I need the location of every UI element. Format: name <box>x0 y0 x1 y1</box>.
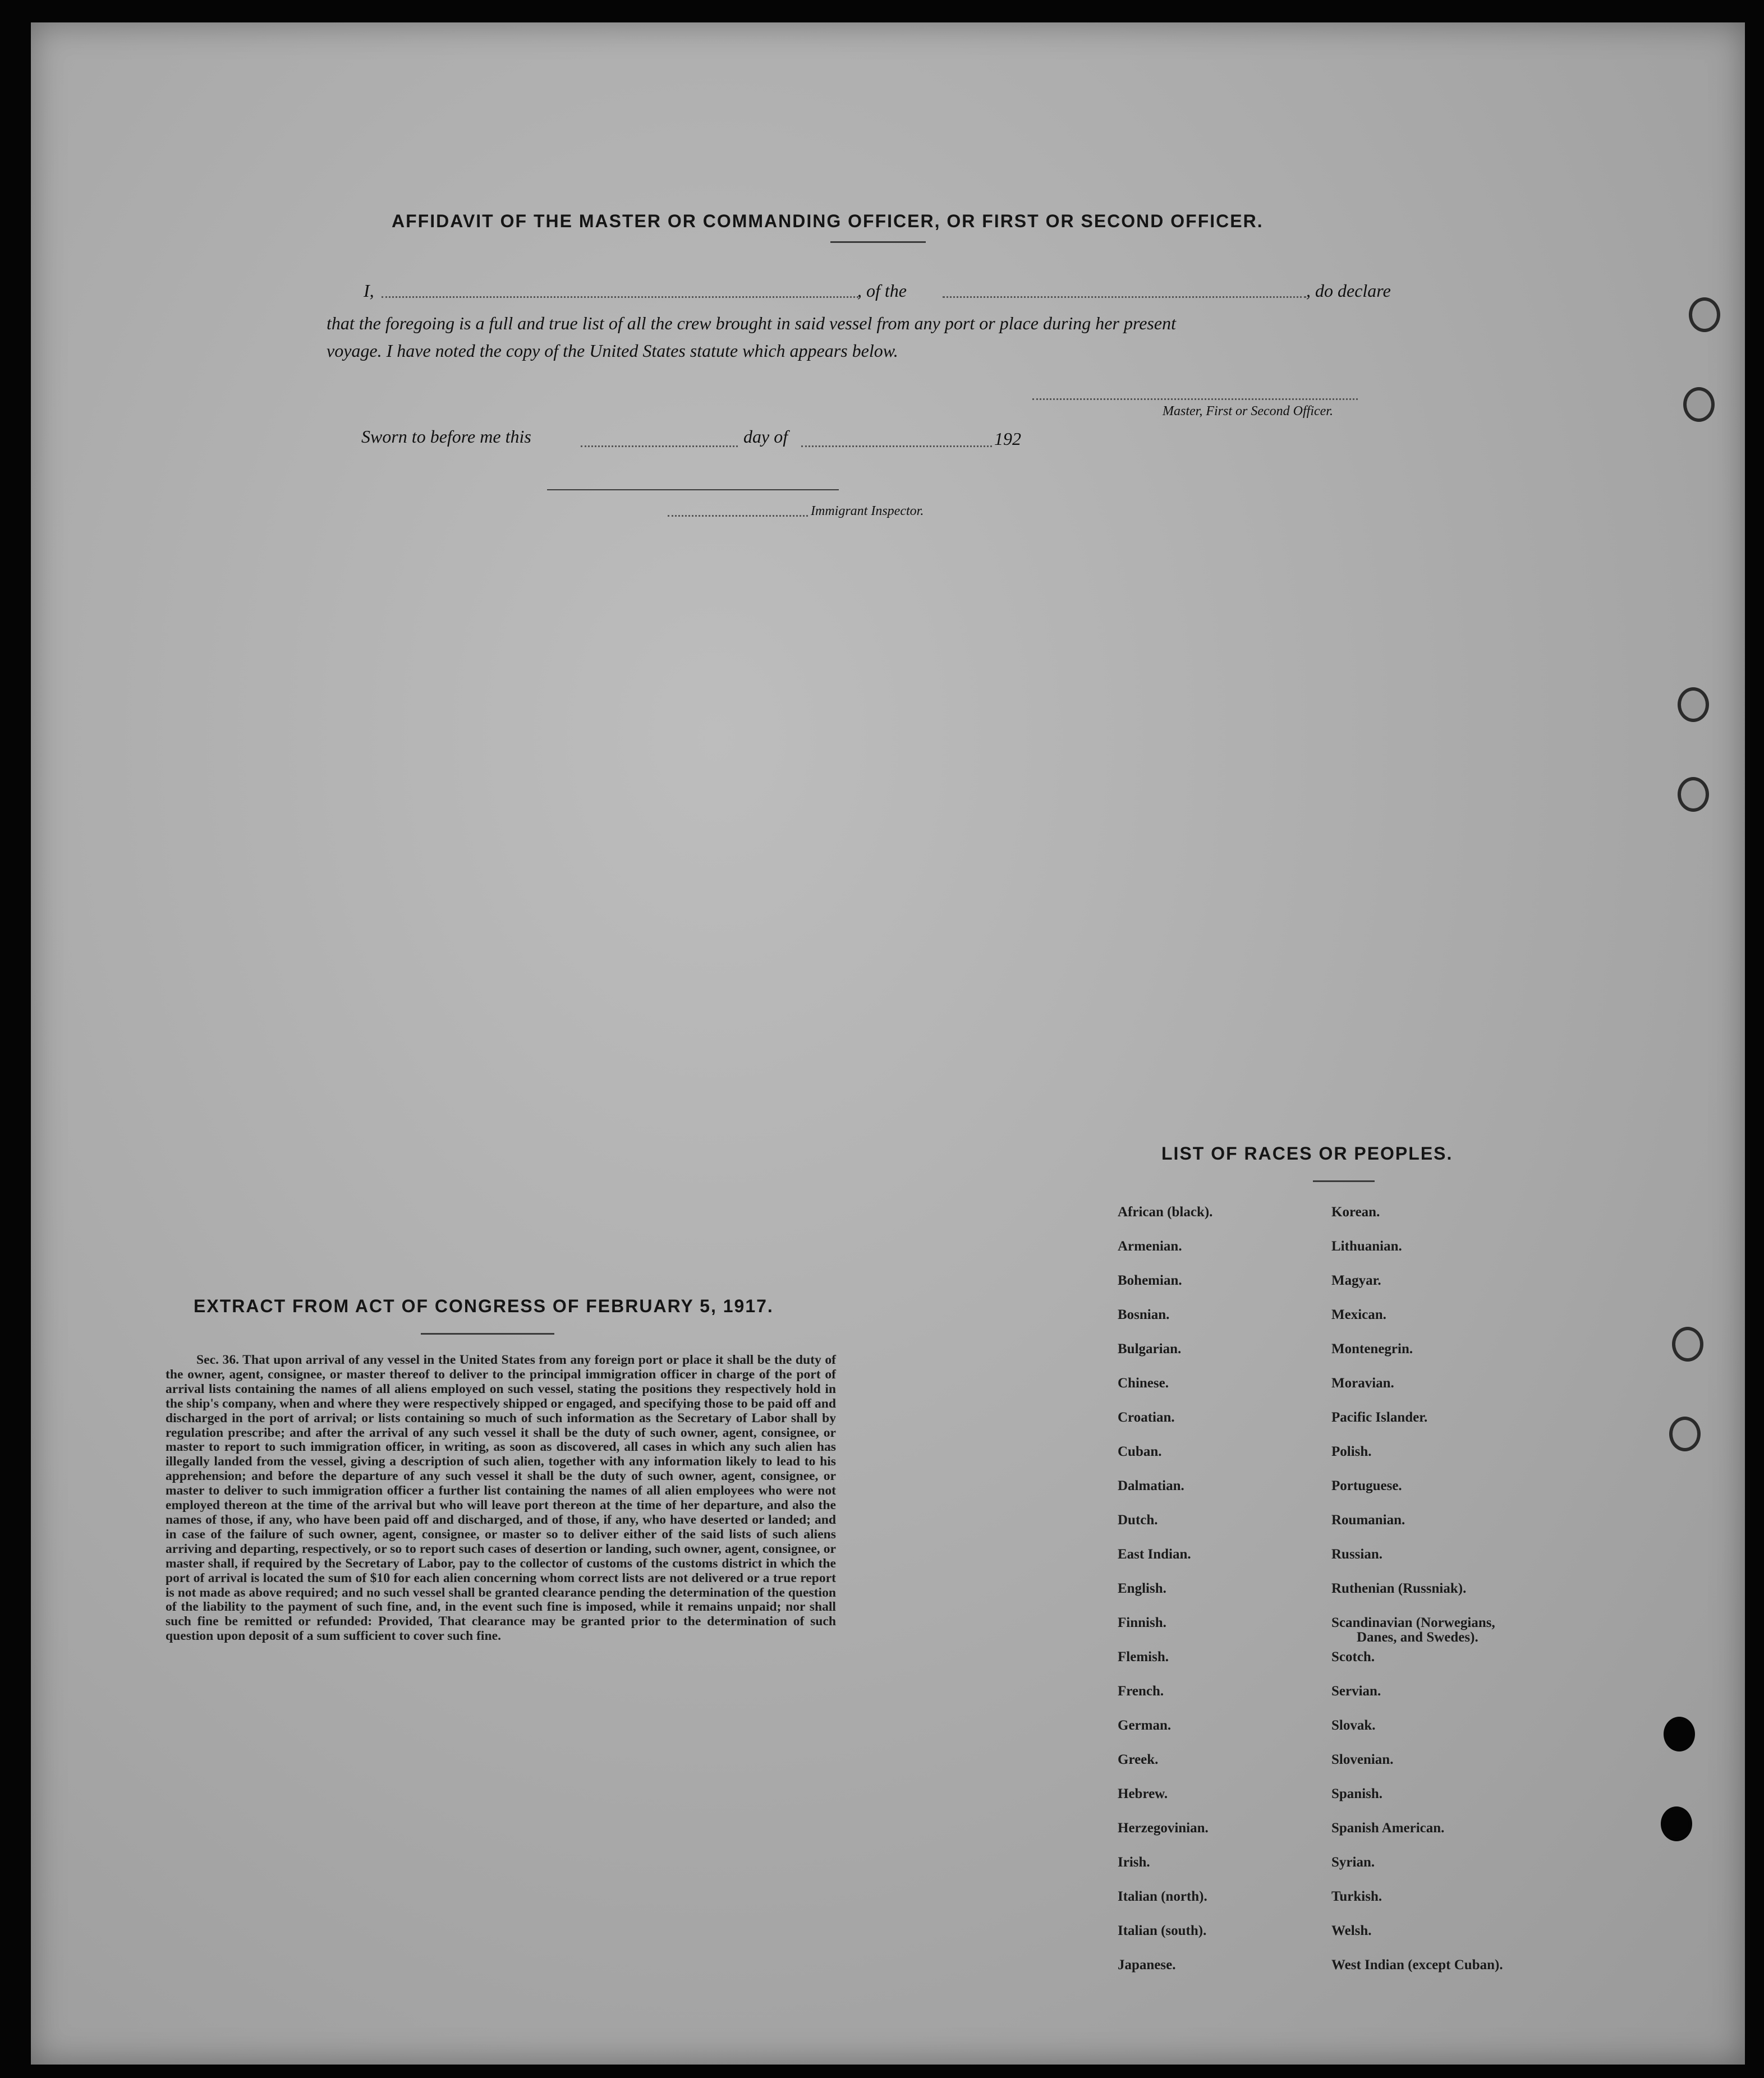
sworn-month-field[interactable] <box>801 445 992 447</box>
race-item: Scotch. <box>1331 1649 1375 1665</box>
race-item: English. <box>1118 1581 1166 1596</box>
race-item: Slovenian. <box>1331 1752 1394 1767</box>
inspector-name-field[interactable] <box>668 515 808 517</box>
race-item: East Indian. <box>1118 1547 1191 1562</box>
binder-hole <box>1689 297 1720 332</box>
race-item: Hebrew. <box>1118 1786 1168 1801</box>
race-item: Bulgarian. <box>1118 1341 1182 1357</box>
race-item: Welsh. <box>1331 1923 1372 1938</box>
race-item: Croatian. <box>1118 1410 1175 1425</box>
race-item-scandinavian-line2: Danes, and Swedes). <box>1357 1630 1478 1645</box>
binder-hole <box>1661 1806 1692 1841</box>
name-field[interactable] <box>382 296 858 298</box>
races-title-rule <box>1313 1180 1375 1182</box>
race-item: Chinese. <box>1118 1376 1169 1391</box>
binder-hole <box>1683 387 1715 422</box>
race-item: Ruthenian (Russniak). <box>1331 1581 1467 1596</box>
race-item: Syrian. <box>1331 1855 1375 1870</box>
binder-hole <box>1672 1327 1703 1362</box>
race-item: Pacific Islander. <box>1331 1410 1428 1425</box>
race-item: Scandinavian (Norwegians, <box>1331 1615 1495 1630</box>
binder-hole <box>1664 1717 1695 1751</box>
race-item: Roumanian. <box>1331 1512 1405 1528</box>
affidavit-do-declare-label: , do declare <box>1306 281 1391 301</box>
extract-body: Sec. 36. That upon arrival of any vessel in the United States from any foreign port or place it shall be the duty of the owner, agent, consignee, or master thereof to deliver to the principal immigration officer in charge of the port of arrival lists containing the names of all aliens employed on such vessel, stating the positions they respectively hold in the ship's company, when and where they were respectively shipped or engaged, and specifying those to be paid off and discharged in the port of arrival; or lists containing so much of such information as the Secretary of Labor shall by regulation prescribe; and after the arrival of any such vessel it shall be the duty of such owner, agent, consignee, or master to report to such immigration officer, in writing, as soon as discovered, all cases in which any such alien has illegally landed from the vessel, giving a description of such alien, together with any information likely to lead to his apprehension; and before the departure of any such vessel it shall be the duty of such owner, agent, consignee, or master to deliver to such immigration officer a further list containing the names of all alien employees who were not employed thereon at the time of the arrival but who will leave port thereon at the time of her departure, and also the names of those, if any, who have been paid off and discharged, and of those, if any, who have deserted or landed; and in case of the failure of such owner, agent, consignee, or master so to deliver either of the said lists of such aliens arriving and departing, respectively, or so to report such cases of desertion or landing, such owner, agent, consignee, or master shall, if required by the Secretary of Labor, pay to the collector of customs of the customs district in which the port of arrival is located the sum of $10 for each alien concerning whom correct lists are not delivered or a true report is not made as above required; and no such vessel shall be granted clearance pending the determination of the question of the liability to the payment of such fine, and, in the event such fine is imposed, while it remains unpaid; nor shall such fine be remitted or refunded: Provided, That clearance may be granted prior to the determination of such question upon deposit of a sum sufficient to cover such fine. <box>166 1353 836 1644</box>
race-item: Finnish. <box>1118 1615 1166 1630</box>
master-signature-field[interactable] <box>1032 398 1358 400</box>
binder-hole <box>1678 777 1709 812</box>
affidavit-i-label: I, <box>364 281 374 301</box>
inspector-signature-field[interactable] <box>547 489 839 490</box>
day-of-label: day of <box>743 426 788 447</box>
race-item: Greek. <box>1118 1752 1159 1767</box>
year-label: 192 <box>994 429 1021 449</box>
race-item: West Indian (except Cuban). <box>1331 1957 1503 1973</box>
binder-hole <box>1669 1417 1701 1451</box>
race-item: German. <box>1118 1718 1172 1733</box>
sworn-label: Sworn to before me this <box>361 426 531 447</box>
master-label: Master, First or Second Officer. <box>1163 404 1333 419</box>
race-item: Montenegrin. <box>1331 1341 1413 1357</box>
race-item: Cuban. <box>1118 1444 1162 1459</box>
race-item: Lithuanian. <box>1331 1239 1402 1254</box>
affidavit-body-line2: voyage. I have noted the copy of the United States statute which appears below. <box>327 341 898 361</box>
race-item: French. <box>1118 1684 1164 1699</box>
race-item: Servian. <box>1331 1684 1381 1699</box>
race-item: African (black). <box>1118 1204 1213 1220</box>
sworn-day-field[interactable] <box>581 445 738 447</box>
race-item: Bosnian. <box>1118 1307 1170 1322</box>
race-item: Herzegovinian. <box>1118 1820 1209 1836</box>
race-item: Magyar. <box>1331 1273 1381 1288</box>
race-item: Armenian. <box>1118 1239 1182 1254</box>
extract-title: EXTRACT FROM ACT OF CONGRESS OF FEBRUARY 5, 1917. <box>194 1296 774 1316</box>
extract-title-rule <box>421 1333 554 1335</box>
race-item: Italian (south). <box>1118 1923 1207 1938</box>
race-item: Russian. <box>1331 1547 1383 1562</box>
race-item: Turkish. <box>1331 1889 1382 1904</box>
race-item: Mexican. <box>1331 1307 1386 1322</box>
race-item: Polish. <box>1331 1444 1372 1459</box>
races-title: LIST OF RACES OR PEOPLES. <box>1161 1143 1453 1164</box>
inspector-label: Immigrant Inspector. <box>811 504 924 518</box>
affidavit-title: AFFIDAVIT OF THE MASTER OR COMMANDING OFFICER, OR FIRST OR SECOND OFFICER. <box>392 211 1264 231</box>
race-item: Italian (north). <box>1118 1889 1207 1904</box>
race-item: Dutch. <box>1118 1512 1158 1528</box>
vessel-field[interactable] <box>943 296 1306 298</box>
affidavit-body-line1: that the foregoing is a full and true list of all the crew brought in said vessel from any port or place during her present <box>327 313 1176 333</box>
race-item: Irish. <box>1118 1855 1150 1870</box>
race-item: Flemish. <box>1118 1649 1169 1665</box>
race-item: Slovak. <box>1331 1718 1376 1733</box>
race-item: Dalmatian. <box>1118 1478 1184 1493</box>
race-item: Spanish. <box>1331 1786 1383 1801</box>
race-item: Moravian. <box>1331 1376 1394 1391</box>
affidavit-title-rule <box>830 241 926 243</box>
affidavit-of-the-label: , of the <box>857 281 907 301</box>
race-item: Portuguese. <box>1331 1478 1402 1493</box>
race-item: Korean. <box>1331 1204 1380 1220</box>
race-item: Spanish American. <box>1331 1820 1445 1836</box>
binder-hole <box>1678 687 1709 722</box>
race-item: Japanese. <box>1118 1957 1176 1973</box>
race-item: Bohemian. <box>1118 1273 1182 1288</box>
